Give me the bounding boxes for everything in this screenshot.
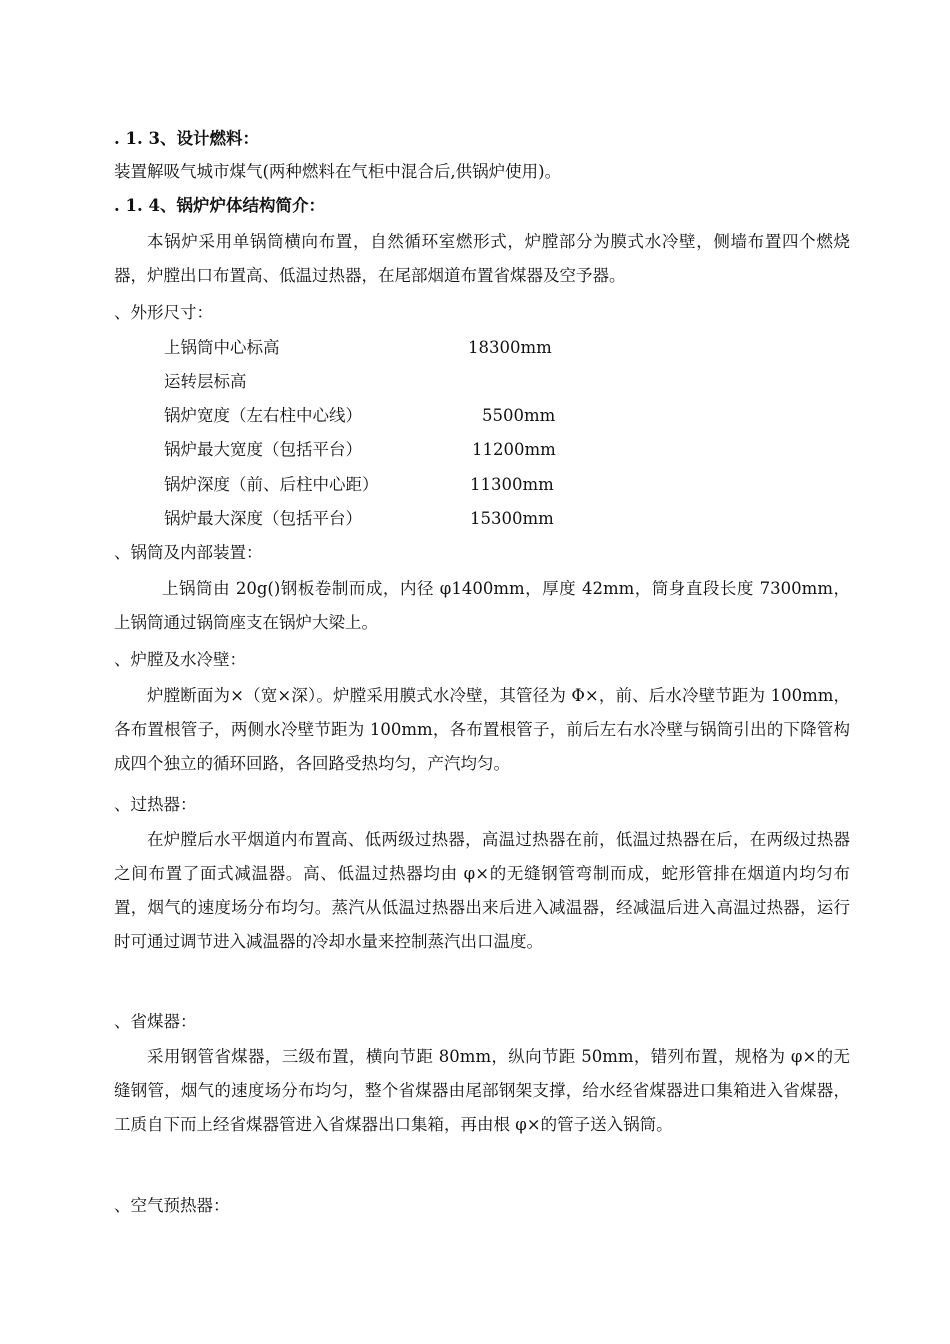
- furnace-text: 炉膛断面为×（宽×深）。炉膛采用膜式水冷壁，其管径为 Φ×，前、后水冷壁节距为 100mm，各布置根管子，两侧水冷壁节距为 100mm，各布置根管子，前后左右水冷壁与锅筒引出的下降管构成四个独立的循环回路，各回路受热均匀，产汽均匀。: [114, 686, 850, 773]
- dimensions-heading: 、外形尺寸：: [114, 303, 213, 322]
- dimension-row-label: 锅炉宽度（左右柱中心线）: [164, 406, 362, 425]
- superheater-text: 在炉膛后水平烟道内布置高、低两级过热器，高温过热器在前，低温过热器在后，在两级过热器之间布置了面式减温器。高、低温过热器均由 φ×的无缝钢管弯制而成，蛇形管排在烟道内均匀布置，烟气的速度场分布均匀。蒸汽从低温过热器出来后进入减温器，经减温后进入高温过热器，运行时可通过调节进入减温器的冷却水量来控制蒸汽出口温度。: [114, 830, 850, 951]
- dimension-row-label: 运转层标高: [164, 372, 247, 391]
- section-1-3-heading: . 1. 3、设计燃料：: [114, 129, 259, 148]
- dimension-row-label: 锅炉最大深度（包括平台）: [164, 509, 362, 528]
- air-preheater-heading: 、空气预热器：: [114, 1196, 230, 1215]
- furnace-heading: 、炉膛及水冷壁：: [114, 650, 246, 669]
- dimension-row-label: 锅炉深度（前、后柱中心距）: [164, 475, 379, 494]
- section-1-3-text: 装置解吸气城市煤气(两种燃料在气柜中混合后,供锅炉使用)。: [114, 162, 562, 181]
- economizer-text: 采用钢管省煤器，三级布置，横向节距 80mm，纵向节距 50mm，错列布置，规格为 φ×的无缝钢管，烟气的速度场分布均匀，整个省煤器由尾部钢架支撑，给水经省煤器进口集箱进入省煤器，工质自下而上经省煤器管进入省煤器出口集箱，再由根 φ×的管子送入锅筒。: [114, 1047, 850, 1134]
- section-1-4-intro: 本锅炉采用单锅筒横向布置，自然循环室燃形式，炉膛部分为膜式水冷壁，侧墙布置四个燃烧器，炉膛出口布置高、低温过热器，在尾部烟道布置省煤器及空予器。: [114, 232, 850, 285]
- dimension-row-value: 15300mm: [470, 509, 554, 528]
- superheater-heading: 、过热器：: [114, 795, 197, 814]
- section-1-4-heading: . 1. 4、锅炉炉体结构简介：: [114, 196, 325, 215]
- dimension-row-value: 5500mm: [482, 406, 556, 425]
- drum-text: 上锅筒由 20g()钢板卷制而成，内径 φ1400mm，厚度 42mm，筒身直段长度 7300mm，上锅筒通过锅筒座支在锅炉大梁上。: [114, 579, 850, 632]
- dimension-row-value: 18300mm: [468, 338, 552, 357]
- dimension-row-value: 11200mm: [472, 440, 556, 459]
- drum-heading: 、锅筒及内部装置：: [114, 543, 263, 562]
- economizer-heading: 、省煤器：: [114, 1012, 197, 1031]
- dimension-row-value: 11300mm: [470, 475, 554, 494]
- dimension-row-label: 上锅筒中心标高: [164, 338, 280, 357]
- dimension-row-label: 锅炉最大宽度（包括平台）: [164, 440, 362, 459]
